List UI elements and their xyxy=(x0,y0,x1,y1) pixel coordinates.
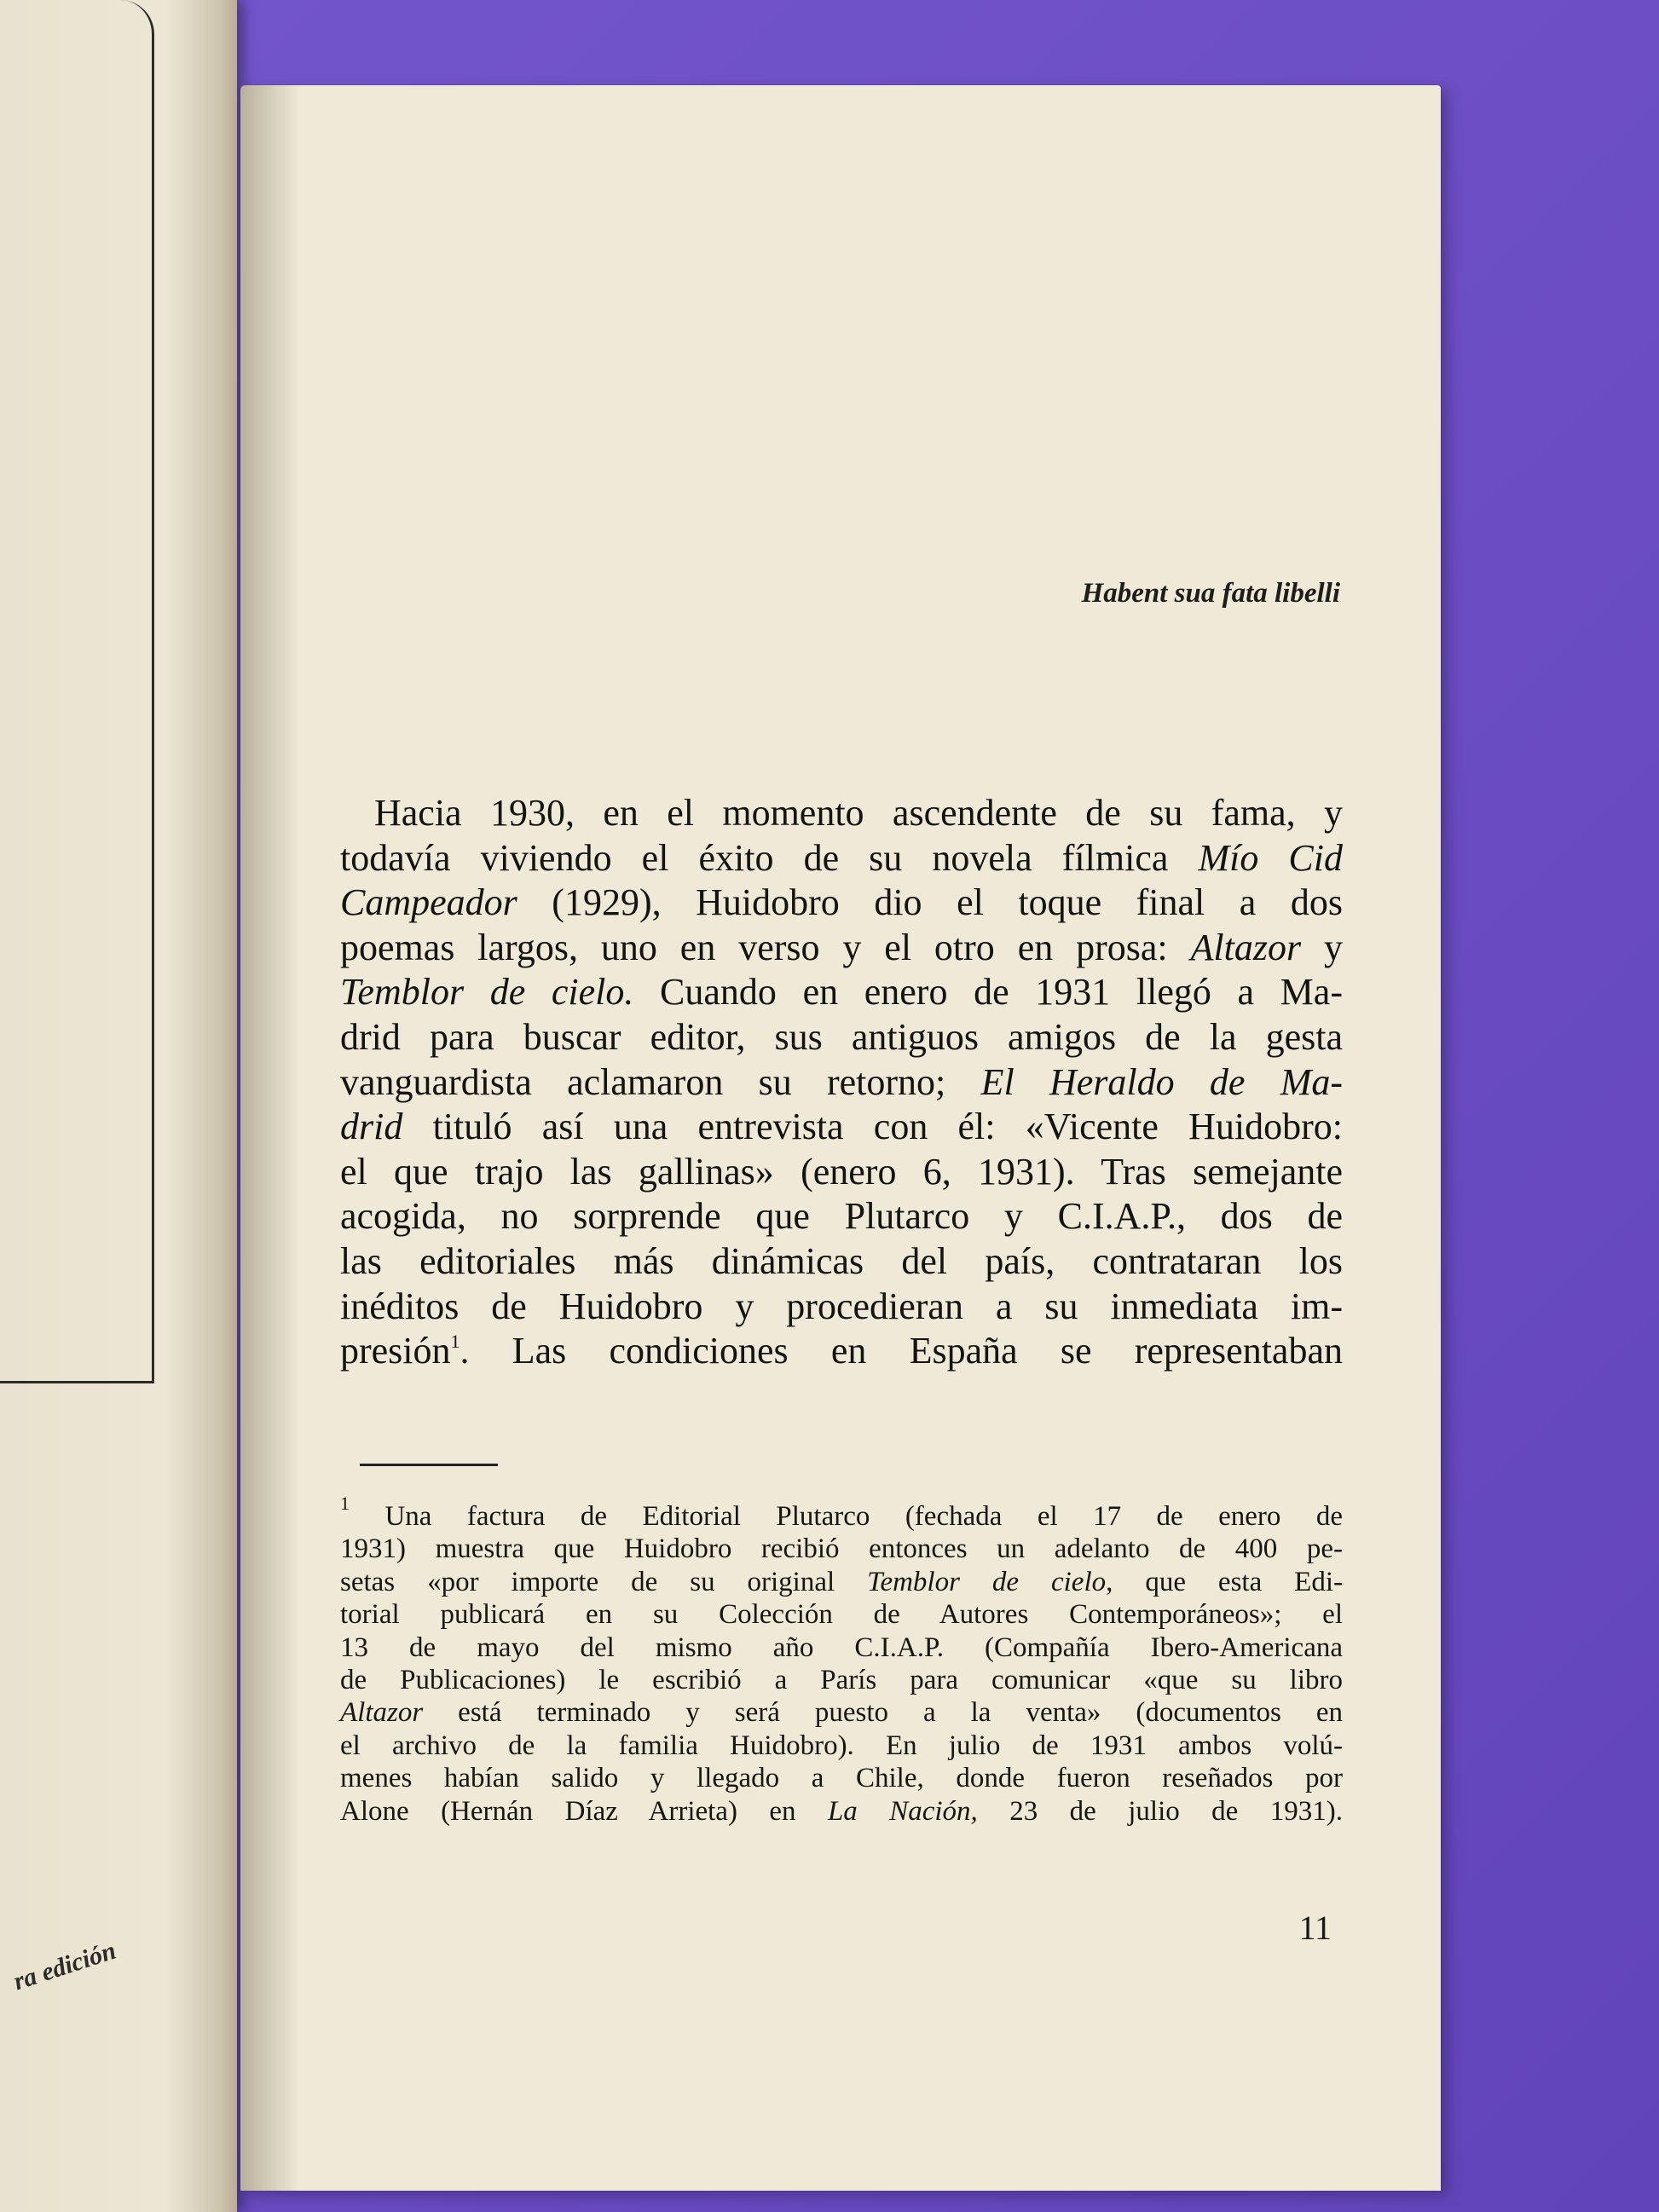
footnote-line xyxy=(340,1566,1343,1598)
left-page-frame-border xyxy=(0,0,154,1383)
text-run: Cuando en enero de 1931 llegó a Ma- xyxy=(633,971,1343,1014)
body-line xyxy=(340,970,1343,1015)
italic-title: Temblor de cielo. xyxy=(340,971,634,1014)
text-run: setas «por importe de su original xyxy=(340,1566,868,1597)
text-run: el que trajo las gallinas» (enero 6, 1931). Tras semejante xyxy=(340,1150,1343,1193)
text-run: 1931) muestra que Huidobro recibió entonces un adelanto de 400 pe- xyxy=(340,1533,1343,1565)
body-line xyxy=(340,1329,1343,1374)
text-run: y xyxy=(1301,926,1343,968)
text-run: vanguardista aclamaron su retorno; xyxy=(340,1060,981,1103)
footnote-line xyxy=(340,1533,1343,1565)
text-run: las editoriales más dinámicas del país, contrataran los xyxy=(340,1239,1343,1282)
body-line xyxy=(340,881,1343,926)
text-run: Hacia 1930, en el momento ascendente de su fama, y xyxy=(374,792,1343,834)
body-line xyxy=(340,1194,1343,1239)
epigraph: Habent sua fata libelli xyxy=(1081,578,1340,609)
italic-title: Mío Cid xyxy=(1198,836,1344,879)
body-line xyxy=(340,926,1343,971)
body-line xyxy=(340,1150,1343,1195)
text-run: Una factura de Editorial Plutarco (fechada el 17 de enero de xyxy=(350,1501,1343,1532)
footnote-line xyxy=(340,1493,1343,1533)
footnote-line xyxy=(340,1598,1343,1631)
left-page-stamp-text: ra edición xyxy=(9,1936,120,1996)
italic-title: Altazor xyxy=(340,1697,424,1729)
text-run: 23 de julio de 1931). xyxy=(977,1795,1343,1827)
footnote-marker: 1 xyxy=(450,1331,460,1353)
body-line xyxy=(340,1239,1343,1285)
text-run: (1929), Huidobro dio el toque final a dos xyxy=(517,881,1343,924)
footnote-line xyxy=(340,1696,1343,1729)
footnote-marker: 1 xyxy=(340,1493,350,1514)
footnote-line xyxy=(340,1795,1343,1828)
body-line xyxy=(340,1015,1343,1060)
text-run: de Publicaciones) le escribió a París para comunicar «que su libro xyxy=(340,1665,1343,1696)
body-line xyxy=(340,791,1343,836)
body-line xyxy=(340,1105,1343,1150)
italic-title: drid xyxy=(340,1106,403,1148)
text-run: . Las condiciones en España se representaban xyxy=(460,1330,1343,1372)
body-line xyxy=(340,836,1343,881)
italic-title: Campeador xyxy=(340,881,517,924)
text-run: poemas largos, uno en verso y el otro en prosa: xyxy=(340,926,1191,968)
footnote-line xyxy=(340,1632,1343,1664)
text-run: 13 de mayo del mismo año C.I.A.P. (Compañía Ibero-Americana xyxy=(340,1632,1343,1663)
italic-title: El Heraldo de Ma- xyxy=(980,1060,1343,1103)
text-run: tituló así una entrevista con él: «Vicente Huidobro: xyxy=(402,1106,1343,1148)
text-run: Alone (Hernán Díaz Arrieta) en xyxy=(340,1795,828,1827)
text-run: todavía viviendo el éxito de su novela fílmica xyxy=(340,836,1199,879)
footnote-line xyxy=(340,1762,1343,1794)
text-run: torial publicará en su Colección de Autores Contemporáneos»; el xyxy=(340,1599,1343,1631)
gutter-shadow xyxy=(240,85,300,2191)
text-run: menes habían salido y llegado a Chile, donde fueron reseñados por xyxy=(340,1763,1343,1794)
text-run: presión xyxy=(340,1330,451,1372)
body-paragraph xyxy=(340,791,1343,1374)
italic-title: La Nación, xyxy=(827,1795,978,1827)
italic-title: Temblor de cielo xyxy=(867,1566,1107,1597)
body-line xyxy=(340,1285,1343,1330)
footnote-rule xyxy=(360,1464,498,1466)
page-number: 11 xyxy=(1298,1909,1332,1947)
footnote-line xyxy=(340,1730,1343,1762)
footnote-line xyxy=(340,1664,1343,1696)
text-run: acogida, no sorprende que Plutarco y C.I.A.P., dos de xyxy=(340,1195,1343,1238)
text-run: está terminado y será puesto a la venta» (documentos en xyxy=(423,1697,1343,1729)
footnote xyxy=(340,1493,1343,1828)
text-run: drid para buscar editor, sus antiguos amigos de la gesta xyxy=(340,1015,1343,1058)
left-page xyxy=(0,0,237,2212)
text-run: inéditos de Huidobro y procedieran a su inmediata im- xyxy=(340,1285,1343,1327)
body-line xyxy=(340,1060,1343,1106)
italic-title: Altazor xyxy=(1190,926,1302,968)
text-run: , que esta Edi- xyxy=(1106,1566,1343,1597)
text-run: el archivo de la familia Huidobro). En julio de 1931 ambos volú- xyxy=(340,1730,1343,1761)
right-page xyxy=(240,85,1441,2191)
